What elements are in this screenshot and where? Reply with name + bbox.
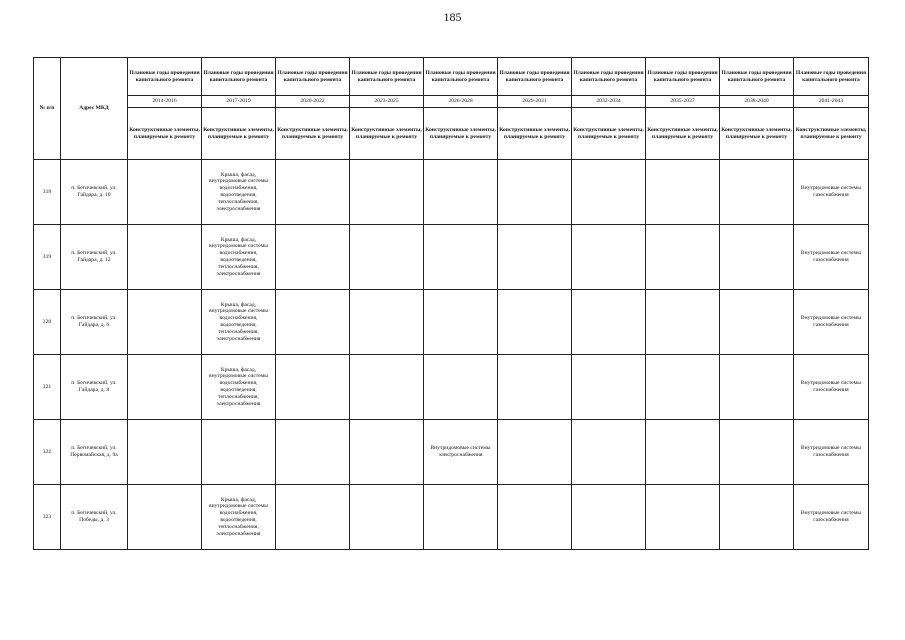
period-years: 2020-2022 <box>276 96 350 108</box>
repair-elements-cell <box>424 225 498 290</box>
repair-elements-cell <box>498 485 572 550</box>
elements-header: Конструктивные элементы, планируемые к ремонту <box>794 108 869 160</box>
elements-header: Конструктивные элементы, планируемые к ремонту <box>350 108 424 160</box>
repair-elements-cell <box>720 420 794 485</box>
repair-elements-cell <box>350 355 424 420</box>
table-row <box>34 290 869 355</box>
repair-elements-cell <box>128 485 202 550</box>
repair-elements-cell <box>720 290 794 355</box>
repair-elements-cell <box>720 355 794 420</box>
repair-elements-cell: Внутридомовые системы газоснабжения <box>794 225 869 290</box>
repair-elements-cell <box>646 355 720 420</box>
repair-elements-cell <box>424 290 498 355</box>
row-address: п. Бегичевский, ул. Гайдара, д. 8 <box>61 355 128 420</box>
period-group-header: Плановые годы проведения капитального ремонта <box>128 58 202 96</box>
repair-elements-cell <box>350 160 424 225</box>
repair-elements-cell: Крыша, фасад, внутридомовые системы водоснабжения, водоотведения, теплоснабжения, электроснабжения <box>202 485 276 550</box>
repair-elements-cell: Внутридомовые системы газоснабжения <box>794 290 869 355</box>
repair-elements-cell <box>424 355 498 420</box>
period-years: 2023-2025 <box>350 96 424 108</box>
row-address: п. Бегичевский, ул. Гайдара, д. 10 <box>61 160 128 225</box>
period-group-header: Плановые годы проведения капитального ремонта <box>794 58 869 96</box>
num-header: № п/п <box>34 58 61 160</box>
repair-elements-cell: Крыша, фасад, внутридомовые системы водоснабжения, водоотведения, теплоснабжения, электроснабжения <box>202 290 276 355</box>
repair-elements-cell <box>646 290 720 355</box>
period-years: 2035-2037 <box>646 96 720 108</box>
repair-elements-cell <box>572 355 646 420</box>
period-group-header: Плановые годы проведения капитального ремонта <box>350 58 424 96</box>
repair-elements-cell <box>498 355 572 420</box>
repair-elements-cell <box>646 225 720 290</box>
repair-elements-cell <box>128 290 202 355</box>
table-row <box>34 225 869 290</box>
repair-elements-cell: Внутридомовые системы газоснабжения <box>794 355 869 420</box>
repair-elements-cell <box>128 160 202 225</box>
repair-elements-cell <box>202 420 276 485</box>
repair-elements-cell <box>424 485 498 550</box>
repair-elements-cell: Внутридомовые системы газоснабжения <box>794 160 869 225</box>
repair-elements-cell <box>720 225 794 290</box>
row-address: п. Бегичевский, ул. Гайдара, д. 6 <box>61 290 128 355</box>
row-number: 322 <box>34 420 61 485</box>
repair-elements-cell <box>646 420 720 485</box>
row-address: п. Бегичевский, ул. Гайдара, д. 12 <box>61 225 128 290</box>
period-group-header: Плановые годы проведения капитального ремонта <box>646 58 720 96</box>
repair-elements-cell <box>646 160 720 225</box>
repair-elements-cell <box>276 225 350 290</box>
elements-header: Конструктивные элементы, планируемые к ремонту <box>720 108 794 160</box>
repair-elements-cell <box>350 290 424 355</box>
elements-header: Конструктивные элементы, планируемые к ремонту <box>128 108 202 160</box>
repair-elements-cell <box>646 485 720 550</box>
repair-elements-cell <box>572 420 646 485</box>
repair-elements-cell <box>276 420 350 485</box>
row-address: п. Бегичевский, ул. Победы, д. 3 <box>61 485 128 550</box>
elements-header: Конструктивные элементы, планируемые к ремонту <box>276 108 350 160</box>
repair-elements-cell <box>498 225 572 290</box>
row-address: п. Бегичевский, ул. Первомайская, д. 9а <box>61 420 128 485</box>
repair-elements-cell <box>572 160 646 225</box>
period-years: 2017-2019 <box>202 96 276 108</box>
repair-elements-cell: Крыша, фасад, внутридомовые системы водоснабжения, водоотведения, теплоснабжения, электроснабжения <box>202 355 276 420</box>
repair-elements-cell: Внутридомовые системы электроснабжения <box>424 420 498 485</box>
repair-elements-cell <box>276 290 350 355</box>
period-group-header: Плановые годы проведения капитального ремонта <box>720 58 794 96</box>
elements-header: Конструктивные элементы, планируемые к ремонту <box>646 108 720 160</box>
table-row <box>34 160 869 225</box>
repair-elements-cell <box>572 485 646 550</box>
address-header: Адрес МКД <box>61 58 128 160</box>
row-number: 323 <box>34 485 61 550</box>
period-years: 2014-2016 <box>128 96 202 108</box>
repair-elements-cell <box>350 485 424 550</box>
table-row <box>34 420 869 485</box>
repair-elements-cell <box>128 355 202 420</box>
repair-elements-cell <box>128 225 202 290</box>
table-row <box>34 355 869 420</box>
capital-repair-table <box>33 57 869 550</box>
repair-elements-cell <box>498 420 572 485</box>
page-number: 185 <box>443 10 462 24</box>
repair-elements-cell: Крыша, фасад, внутридомовые системы водоснабжения, водоотведения, теплоснабжения, электроснабжения <box>202 160 276 225</box>
elements-header: Конструктивные элементы, планируемые к ремонту <box>202 108 276 160</box>
elements-header: Конструктивные элементы, планируемые к ремонту <box>572 108 646 160</box>
repair-elements-cell <box>424 160 498 225</box>
table-body <box>34 160 869 550</box>
row-number: 318 <box>34 160 61 225</box>
row-number: 320 <box>34 290 61 355</box>
period-group-header: Плановые годы проведения капитального ремонта <box>424 58 498 96</box>
repair-elements-cell <box>128 420 202 485</box>
table-row <box>34 485 869 550</box>
repair-elements-cell <box>276 355 350 420</box>
repair-elements-cell: Внутридомовые системы газоснабжения <box>794 420 869 485</box>
period-years: 2041-2043 <box>794 96 869 108</box>
period-group-header: Плановые годы проведения капитального ремонта <box>276 58 350 96</box>
period-group-header: Плановые годы проведения капитального ремонта <box>498 58 572 96</box>
repair-elements-cell <box>350 225 424 290</box>
elements-header: Конструктивные элементы, планируемые к ремонту <box>424 108 498 160</box>
repair-elements-cell <box>350 420 424 485</box>
row-number: 319 <box>34 225 61 290</box>
repair-elements-cell <box>720 160 794 225</box>
elements-header: Конструктивные элементы, планируемые к ремонту <box>498 108 572 160</box>
repair-elements-cell <box>276 160 350 225</box>
period-years: 2032-2034 <box>572 96 646 108</box>
repair-elements-cell <box>720 485 794 550</box>
repair-elements-cell <box>572 225 646 290</box>
period-years: 2038-2040 <box>720 96 794 108</box>
repair-elements-cell <box>498 160 572 225</box>
repair-elements-cell <box>572 290 646 355</box>
repair-elements-cell: Крыша, фасад, внутридомовые системы водоснабжения, водоотведения, теплоснабжения, электроснабжения <box>202 225 276 290</box>
repair-elements-cell: Внутридомовые системы газоснабжения <box>794 485 869 550</box>
period-group-header: Плановые годы проведения капитального ремонта <box>202 58 276 96</box>
repair-elements-cell <box>498 290 572 355</box>
repair-elements-cell <box>276 485 350 550</box>
period-group-header: Плановые годы проведения капитального ремонта <box>572 58 646 96</box>
period-years: 2026-2028 <box>424 96 498 108</box>
row-number: 321 <box>34 355 61 420</box>
period-years: 2029-2031 <box>498 96 572 108</box>
